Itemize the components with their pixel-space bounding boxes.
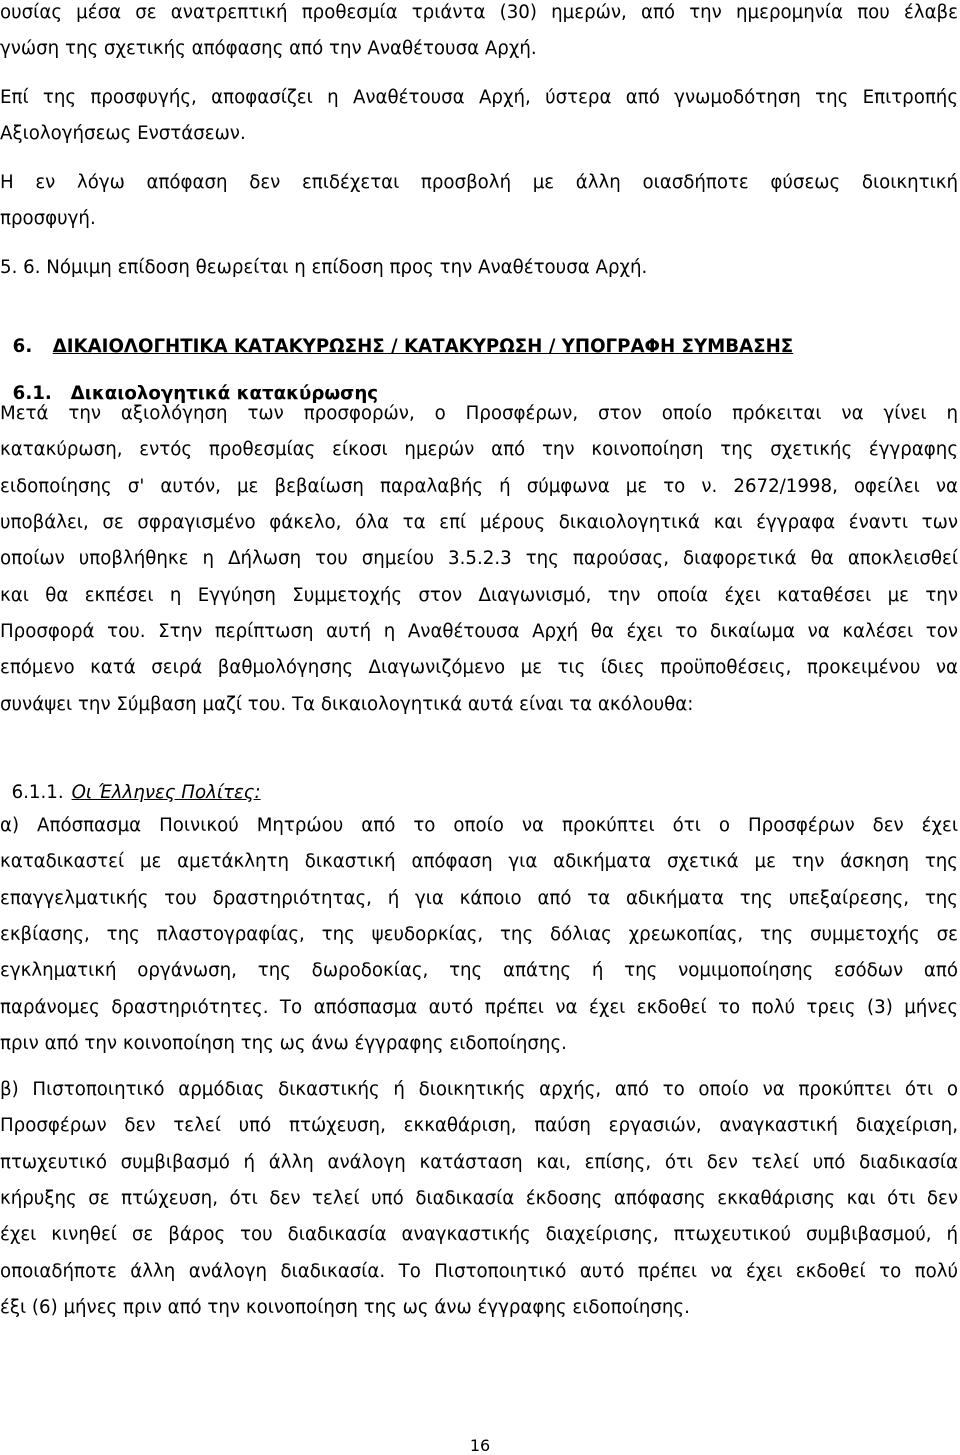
body-text-line: Προσφέρων δεν τελεί υπό πτώχευση, εκκαθάριση, παύση εργασιών, αναγκαστική διαχείριση, (0, 1115, 958, 1136)
body-text-line: υποβάλει, σε σφραγισμένο φάκελο, όλα τα επί μέρους δικαιολογητικά και έγγραφα έναντι των (0, 512, 958, 533)
body-text-line: α) Απόσπασμα Ποινικού Μητρώου από το οποίο να προκύπτει ότι ο Προσφέρων δεν έχει (0, 815, 958, 836)
body-text-line: καταδικαστεί με αμετάκλητη δικαστική απόφαση για αδικήματα σχετικά με την άσκηση της (0, 851, 958, 872)
body-text-line: β) Πιστοποιητικό αρμόδιας δικαστικής ή διοικητικής αρχής, από το οποίο να προκύπτει ότι ο (0, 1079, 958, 1100)
body-text-line: επόμενο κατά σειρά βαθμολόγησης Διαγωνιζόμενο με τις ίδιες προϋποθέσεις, προκειμένου να (0, 657, 958, 678)
section-title: ΔΙΚΑΙΟΛΟΓΗΤΙΚΑ ΚΑΤΑΚΥΡΩΣΗΣ / ΚΑΤΑΚΥΡΩΣΗ / ΥΠΟΓΡΑΦΗ ΣΥΜΒΑΣΗΣ (52, 336, 794, 358)
page-number: 16 (469, 1436, 491, 1455)
section-number: 6. (12, 336, 33, 358)
body-text-line: 5. 6. Νόμιμη επίδοση θεωρείται η επίδοση προς την Αναθέτουσα Αρχή. (0, 257, 648, 278)
body-text-line: οποίων υποβλήθηκε η Δήλωση του σημείου 3.5.2.3 της παρούσας, διαφορετικά θα αποκλεισθεί (0, 548, 958, 569)
body-text-line: έχει κινηθεί σε βάρος του διαδικασία αναγκαστικής διαχείρισης, πτωχευτικού συμβιβασμού, ή (0, 1224, 958, 1245)
subsubsection-heading (0, 766, 261, 802)
subsubsection-number: 6.1.1. (11, 782, 64, 804)
body-text-line: έξι (6) μήνες πριν από την κοινοποίηση της ως άνω έγγραφης ειδοποίησης. (0, 1297, 690, 1318)
subsubsection-title: Οι Έλληνες Πολίτες: (71, 782, 261, 804)
subsection-number: 6.1. (12, 383, 52, 405)
body-text-line: και θα εκπέσει η Εγγύηση Συμμετοχής στον Διαγωνισμό, την οποία έχει καταθέσει με την (0, 585, 958, 606)
body-text-line: Προσφορά του. Στην περίπτωση αυτή η Αναθέτουσα Αρχή θα έχει το δικαίωμα να καλέσει τον (0, 621, 958, 642)
body-text-line: οποιαδήποτε άλλη ανάλογη διαδικασία. Το Πιστοποιητικό αυτό πρέπει να έχει εκδοθεί το πολύ (0, 1261, 958, 1282)
body-text-line: πριν από την κοινοποίηση της ως άνω έγγραφης ειδοποίησης. (0, 1033, 567, 1054)
body-text-line: Επί της προσφυγής, αποφασίζει η Αναθέτουσα Αρχή, ύστερα από γνωμοδότηση της Επιτροπής (0, 87, 958, 108)
section-heading (0, 320, 793, 356)
body-text-line: επαγγελματικής του δραστηριότητας, ή για κάποιο από τα αδικήματα της υπεξαίρεσης, της (0, 888, 958, 909)
body-text-line: ουσίας μέσα σε ανατρεπτική προθεσμία τριάντα (30) ημερών, από την ημερομηνία που έλαβε (0, 2, 958, 23)
body-text-line: Η εν λόγω απόφαση δεν επιδέχεται προσβολή με άλλη οιασδήποτε φύσεως διοικητική (0, 172, 958, 193)
body-text-line: παράνομες δραστηριότητες. Το απόσπασμα αυτό πρέπει να έχει εκδοθεί το πολύ τρεις (3) μήνες (0, 997, 958, 1018)
body-text-line: εκβίασης, της πλαστογραφίας, της ψευδορκίας, της δόλιας χρεωκοπίας, της συμμετοχής σε (0, 924, 958, 945)
body-text-line: ειδοποίησης σ' αυτόν, με βεβαίωση παραλαβής ή σύμφωνα με το ν. 2672/1998, οφείλει να (0, 476, 958, 497)
body-text-line: Αξιολογήσεως Ενστάσεων. (0, 123, 246, 144)
body-text-line: Μετά την αξιολόγηση των προσφορών, ο Προσφέρων, στον οποίο πρόκειται να γίνει η (0, 403, 958, 424)
body-text-line: γνώση της σχετικής απόφασης από την Αναθέτουσα Αρχή. (0, 38, 537, 59)
body-text-line: συνάψει την Σύμβαση μαζί του. Τα δικαιολογητικά αυτά είναι τα ακόλουθα: (0, 694, 694, 715)
body-text-line: κατακύρωση, εντός προθεσμίας είκοσι ημερών από την κοινοποίηση της σχετικής έγγραφης (0, 439, 958, 460)
body-text-line: πτωχευτικό συμβιβασμό ή άλλη ανάλογη κατάσταση και, επίσης, ότι δεν τελεί υπό διαδικασία (0, 1152, 958, 1173)
subsection-heading (0, 367, 378, 403)
subsection-title: Δικαιολογητικά κατακύρωσης (70, 383, 379, 405)
body-text-line: εγκληματική οργάνωση, της δωροδοκίας, της απάτης ή της νομιμοποίησης εσόδων από (0, 960, 958, 981)
body-text-line: κήρυξης σε πτώχευση, ότι δεν τελεί υπό διαδικασία έκδοσης απόφασης εκκαθάρισης και ότι δεν (0, 1188, 958, 1209)
body-text-line: προσφυγή. (0, 208, 96, 229)
